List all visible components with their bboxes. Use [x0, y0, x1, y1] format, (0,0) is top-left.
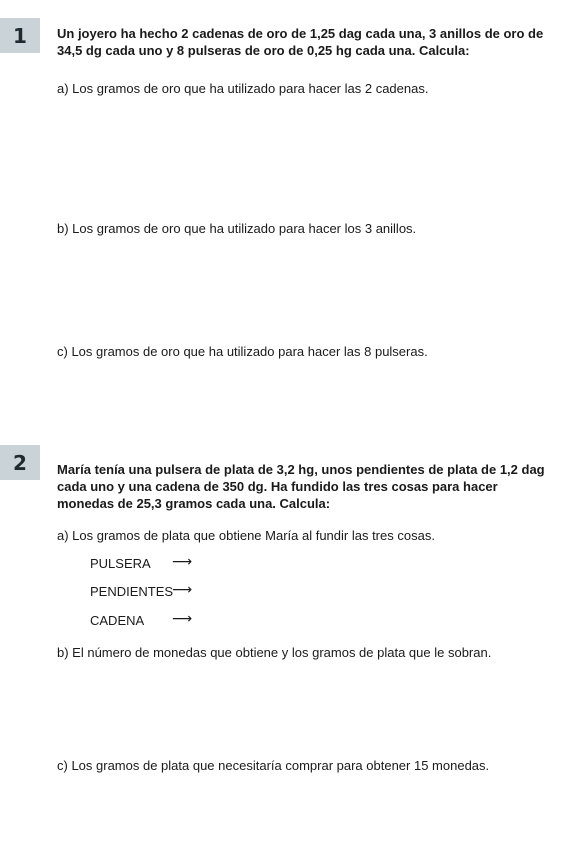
exercise-2-question-c: c) Los gramos de plata que necesitaría comprar para obtener 15 monedas.: [57, 758, 490, 773]
arrow-right-icon: ⟶: [172, 582, 193, 598]
exercise-2-prompt: María tenía una pulsera de plata de 3,2 hg, unos pendientes de plata de 1,2 dag cada uno y una cadena de 350 dg. Ha fundido las tres cosas para hacer monedas de 25,3 gramos cada una. Calcula:: [57, 462, 545, 511]
arrow-right-icon: ⟶: [172, 611, 193, 627]
item-pendientes-label: PENDIENTES: [90, 584, 174, 599]
exercise-2-number-badge: [0, 445, 40, 480]
exercise-1-question-b: b) Los gramos de oro que ha utilizado para hacer los 3 anillos.: [57, 221, 417, 236]
exercise-1-number: 1: [13, 23, 27, 48]
item-pulsera-label: PULSERA: [90, 556, 151, 571]
arrow-right-icon: ⟶: [172, 554, 193, 570]
exercise-2-question-a: a) Los gramos de plata que obtiene María al fundir las tres cosas.: [57, 528, 435, 543]
item-pulsera-row: [90, 554, 193, 572]
exercise-1-prompt: Un joyero ha hecho 2 cadenas de oro de 1,25 dag cada una, 3 anillos de oro de 34,5 dg cada uno y 8 pulseras de oro de 0,25 hg cada una. Calcula:: [57, 26, 544, 58]
exercise-1-question-a: a) Los gramos de oro que ha utilizado para hacer las 2 cadenas.: [57, 81, 429, 96]
item-pendientes-row: [90, 582, 193, 600]
item-cadena-row: [90, 611, 193, 629]
item-cadena-label: CADENA: [90, 613, 145, 628]
exercise-2-question-b: b) El número de monedas que obtiene y los gramos de plata que le sobran.: [57, 645, 492, 660]
exercise-2-number: 2: [13, 450, 27, 475]
exercise-1-question-c: c) Los gramos de oro que ha utilizado para hacer las 8 pulseras.: [57, 344, 428, 359]
exercise-1-number-badge: [0, 18, 40, 53]
